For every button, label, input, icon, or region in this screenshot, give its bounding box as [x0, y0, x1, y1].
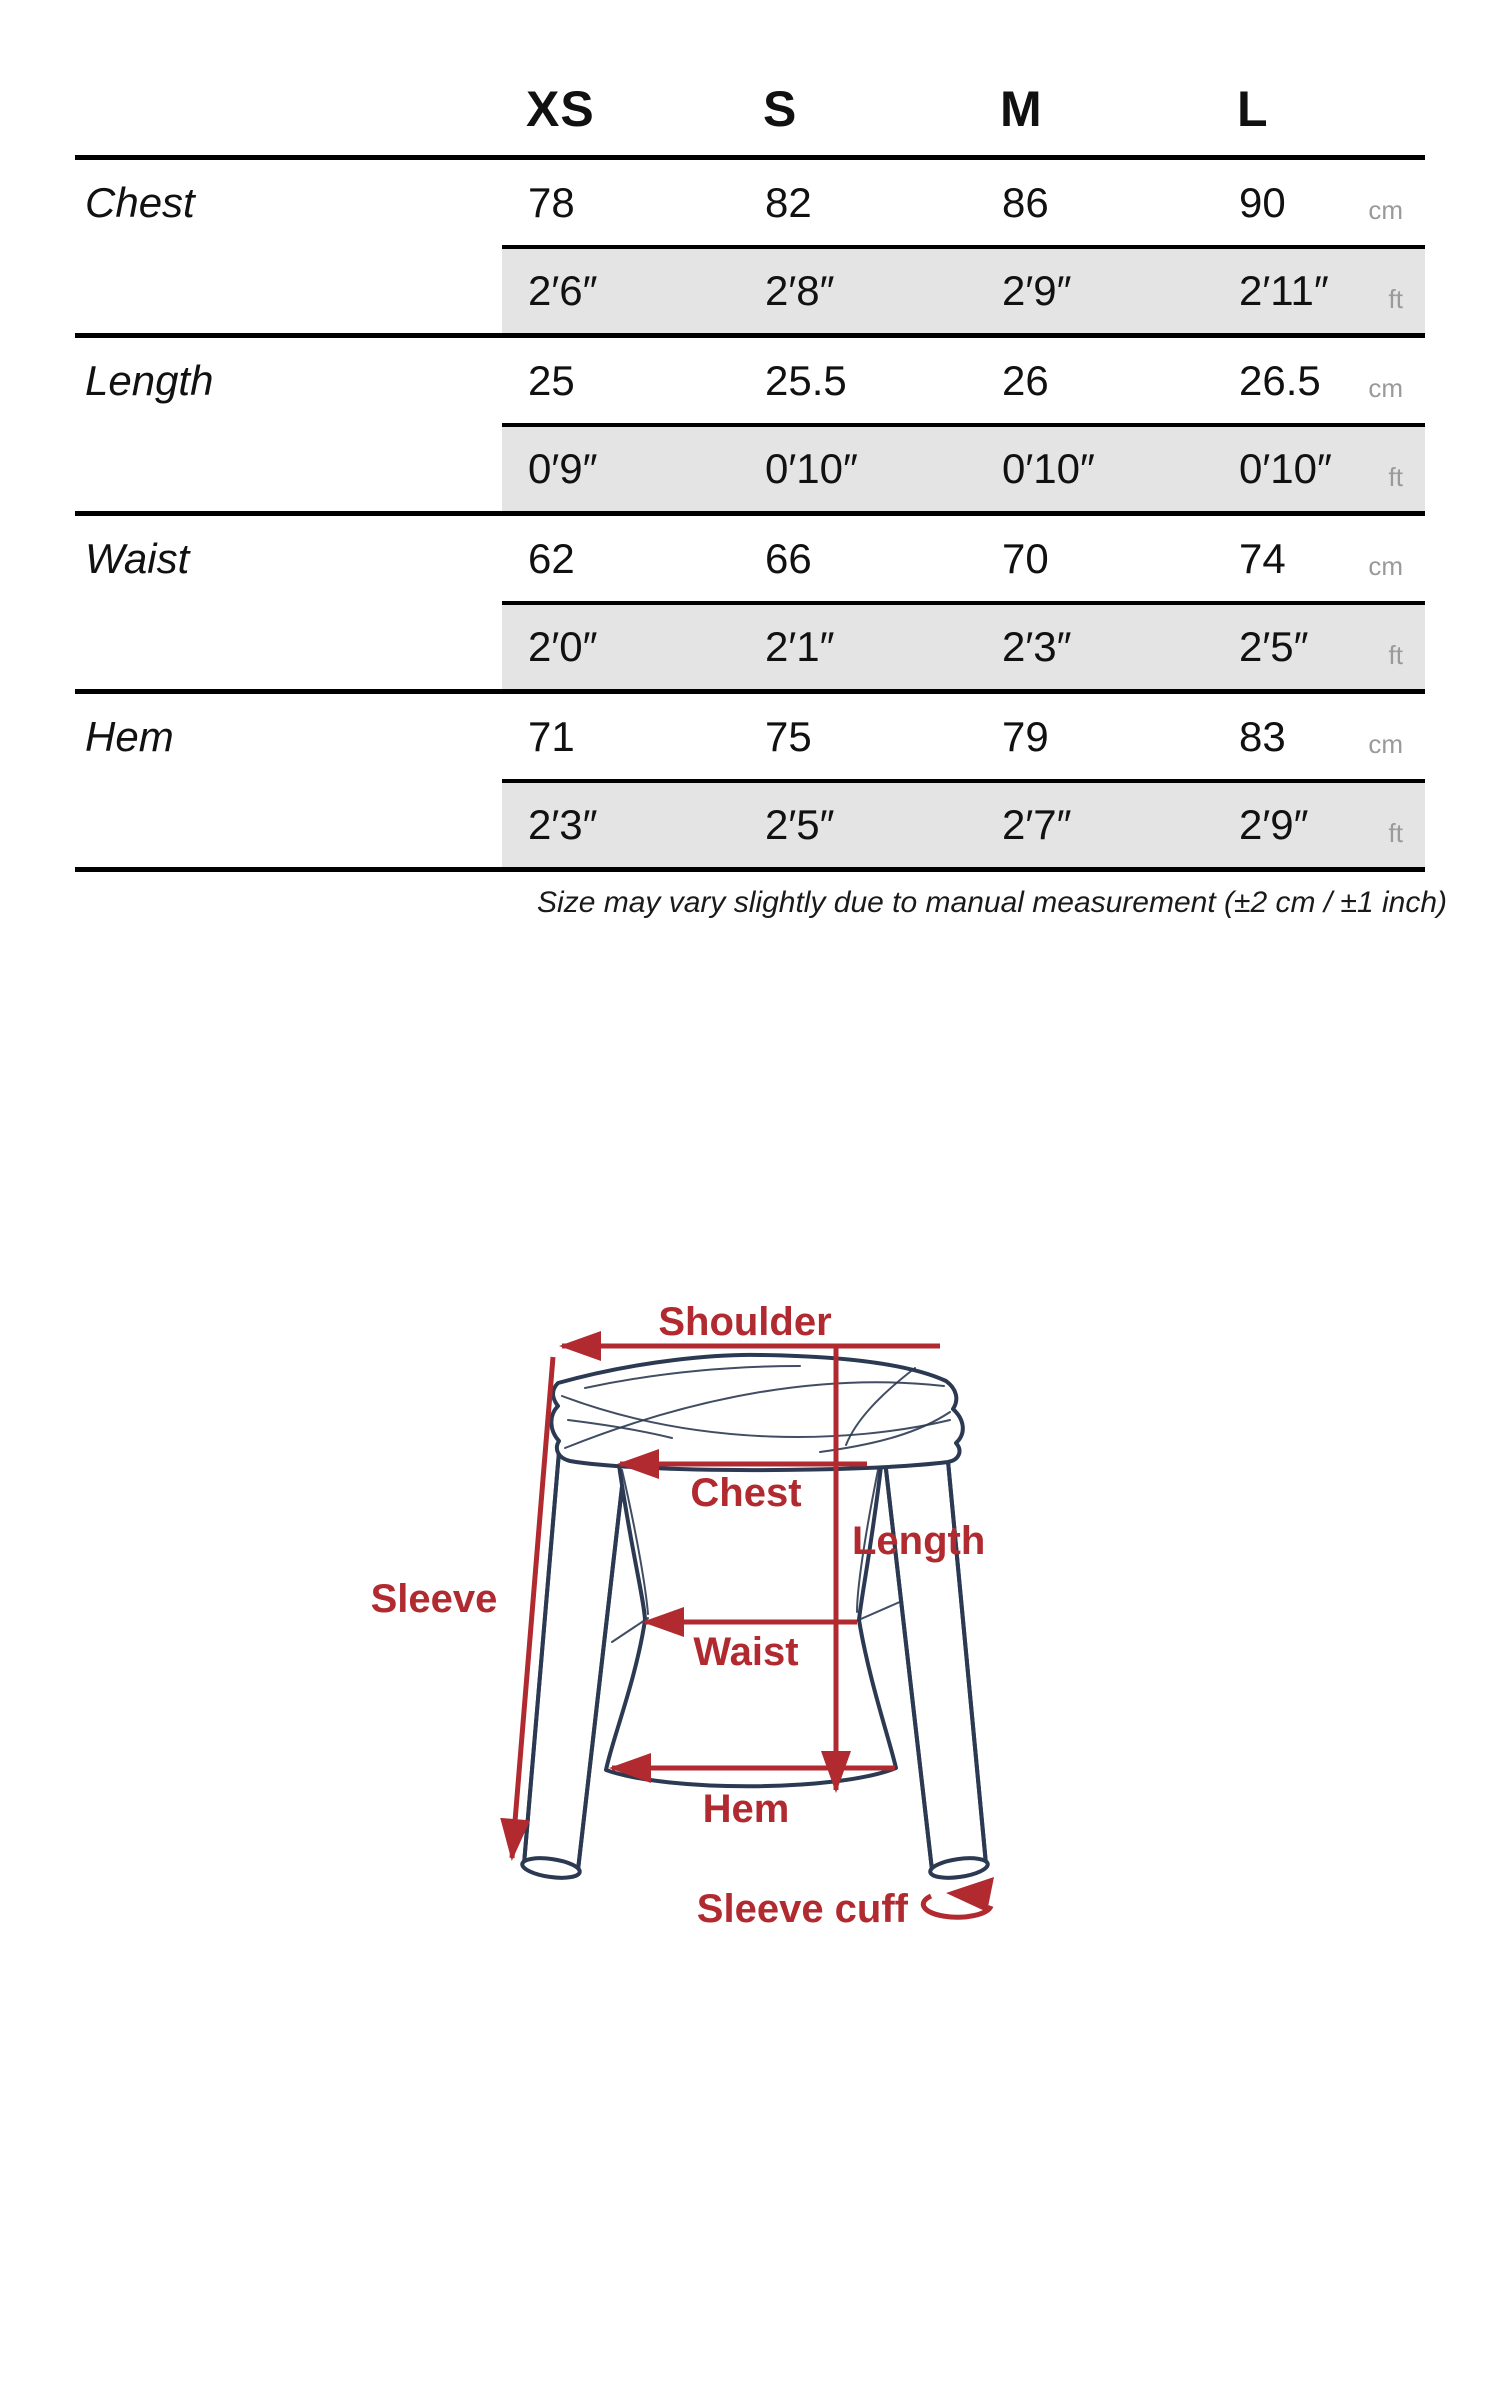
ft-band: [502, 423, 1425, 511]
hem-xs-cm: 71: [528, 712, 575, 760]
chest-s-cm: 82: [765, 178, 812, 226]
length-m-ft: 0′10″: [1002, 445, 1095, 492]
chest-label: Chest: [690, 1471, 802, 1515]
table-row-ft: [75, 245, 1425, 333]
unit-label-ft: ft: [1388, 639, 1403, 670]
unit-label-cm: cm: [1368, 729, 1403, 759]
row-spacer: [75, 779, 502, 867]
table-row-ft: [75, 779, 1425, 867]
unit-label-cm: cm: [1368, 195, 1403, 225]
chest-l-ft: 2′11″: [1239, 267, 1329, 314]
unit-label-cm: cm: [1368, 551, 1403, 581]
length-label: Length: [852, 1519, 986, 1563]
size-table: [75, 62, 1425, 872]
unit-label-ft: ft: [1388, 283, 1403, 314]
chest-xs-cm: 78: [528, 178, 575, 226]
measurement-group-length: [75, 338, 1425, 516]
measurement-group-chest: [75, 160, 1425, 338]
chest-m-ft: 2′9″: [1002, 267, 1072, 314]
measurement-group-waist: [75, 516, 1425, 694]
waist-s-cm: 66: [765, 534, 812, 582]
row-label-length: Length: [85, 356, 214, 404]
table-row-ft: [75, 423, 1425, 511]
row-spacer: [75, 423, 502, 511]
size-column-header-xs: XS: [526, 80, 595, 137]
unit-label-ft: ft: [1388, 817, 1403, 848]
chest-xs-ft: 2′6″: [528, 267, 598, 314]
length-s-ft: 0′10″: [765, 445, 858, 492]
unit-label-ft: ft: [1388, 461, 1403, 492]
row-label-chest: Chest: [85, 178, 195, 226]
size-column-header-s: S: [763, 80, 798, 137]
length-xs-cm: 25: [528, 356, 575, 404]
length-l-cm: 26.5: [1239, 356, 1321, 404]
waist-s-ft: 2′1″: [765, 623, 835, 670]
unit-label-cm: cm: [1368, 373, 1403, 403]
row-label-waist: Waist: [85, 534, 190, 582]
shoulder-label: Shoulder: [658, 1300, 832, 1344]
chest-m-cm: 86: [1002, 178, 1049, 226]
waist-label: Waist: [693, 1630, 799, 1674]
chest-s-ft: 2′8″: [765, 267, 835, 314]
hem-m-cm: 79: [1002, 712, 1049, 760]
hem-l-ft: 2′9″: [1239, 801, 1309, 848]
chest-l-cm: 90: [1239, 178, 1286, 226]
garment-measurement-diagram: [350, 1280, 1080, 1980]
row-spacer: [75, 601, 502, 689]
table-row-cm: [75, 694, 1425, 779]
hem-s-cm: 75: [765, 712, 812, 760]
right-sleeve: [884, 1440, 986, 1870]
waist-l-ft: 2′5″: [1239, 623, 1309, 670]
length-s-cm: 25.5: [765, 356, 847, 404]
hem-xs-ft: 2′3″: [528, 801, 598, 848]
measurement-group-hem: [75, 694, 1425, 872]
table-row-cm: [75, 338, 1425, 423]
size-table-header: [75, 62, 1425, 160]
table-row-cm: [75, 160, 1425, 245]
sleeve-cuff-arrowhead: [946, 1877, 994, 1912]
waist-xs-ft: 2′0″: [528, 623, 598, 670]
hem-m-ft: 2′7″: [1002, 801, 1072, 848]
waist-l-cm: 74: [1239, 534, 1286, 582]
row-spacer: [75, 245, 502, 333]
hem-label: Hem: [702, 1787, 790, 1831]
length-l-ft: 0′10″: [1239, 445, 1332, 492]
sleeve-cuff-label: Sleeve cuff: [696, 1887, 908, 1931]
length-m-cm: 26: [1002, 356, 1049, 404]
hem-s-ft: 2′5″: [765, 801, 835, 848]
waist-m-ft: 2′3″: [1002, 623, 1072, 670]
ft-band: [502, 779, 1425, 867]
size-column-header-m: M: [1000, 80, 1043, 137]
length-xs-ft: 0′9″: [528, 445, 598, 492]
row-label-hem: Hem: [85, 712, 174, 760]
waist-xs-cm: 62: [528, 534, 575, 582]
table-row-cm: [75, 516, 1425, 601]
ft-band: [502, 601, 1425, 689]
size-column-header-l: L: [1237, 80, 1269, 137]
sleeve-label: Sleeve: [370, 1577, 498, 1621]
hem-l-cm: 83: [1239, 712, 1286, 760]
waist-m-cm: 70: [1002, 534, 1049, 582]
table-row-ft: [75, 601, 1425, 689]
ft-band: [502, 245, 1425, 333]
measurement-disclaimer: Size may vary slightly due to manual measurement (±2 cm / ±1 inch): [537, 886, 1447, 919]
